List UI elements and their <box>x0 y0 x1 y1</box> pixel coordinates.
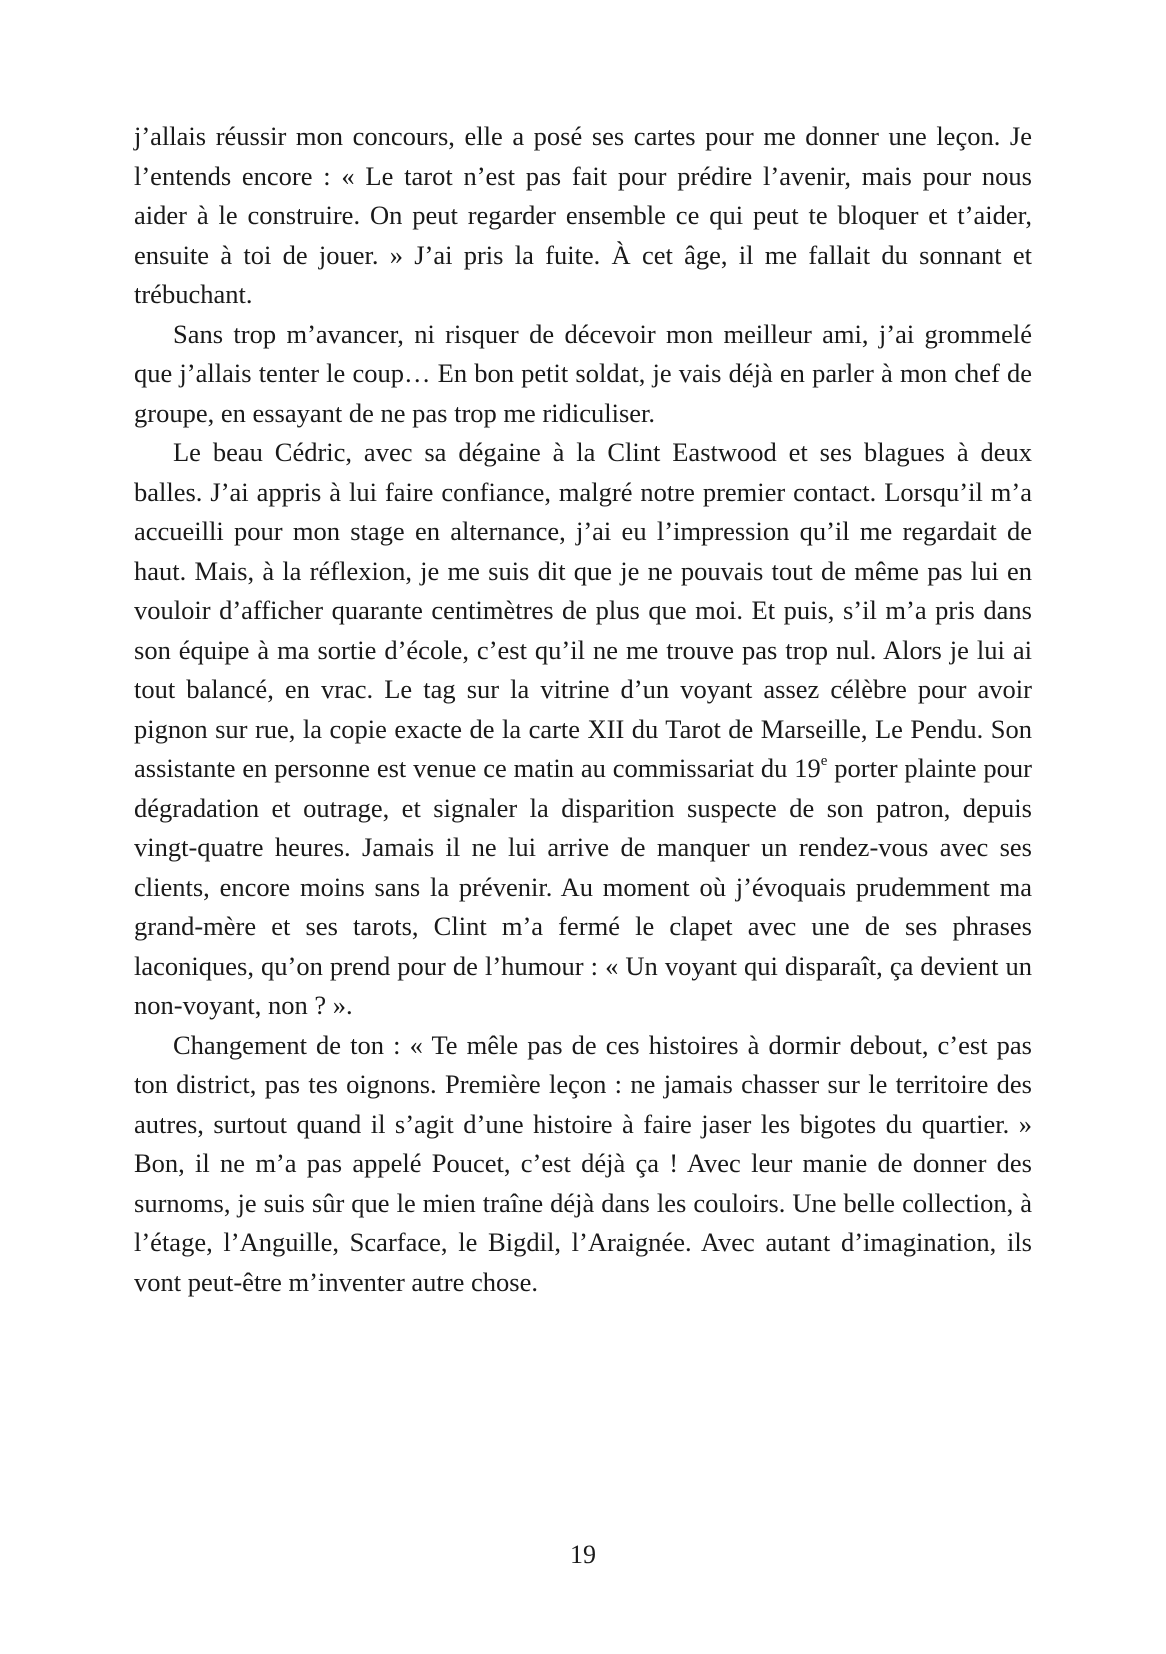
paragraph-1: j’allais réussir mon concours, elle a posé ses cartes pour me donner une leçon. Je l’entends encore : « Le tarot n’est pas fait pour prédire l’avenir, mais pour nous aider à le construire. On peut regarder ensemble ce qui peut te bloquer et t’aider, ensuite à toi de jouer. » J’ai pris la fuite. À cet âge, il me fallait du sonnant et trébuchant. <box>134 121 1032 309</box>
paragraph-3 <box>134 433 1032 1026</box>
page-number: 19 <box>570 1540 596 1569</box>
paragraph-4: Changement de ton : « Te mêle pas de ces histoires à dormir debout, c’est pas ton district, pas tes oignons. Première leçon : ne jamais chasser sur le territoire des autres, surtout quand il s’agit d’une histoire à faire jaser les bigotes du quartier. » Bon, il ne m’a pas appelé Poucet, c’est déjà ça ! Avec leur manie de donner des surnoms, je suis sûr que le mien traîne déjà dans les couloirs. Une belle collection, à l’étage, l’Anguille, Scarface, le Bigdil, l’Araignée. Avec autant d’imagination, ils vont peut-être m’inventer autre chose. <box>134 1029 1032 1297</box>
page-body <box>134 117 1032 1302</box>
paragraph-3-part-2: porter plainte pour dégradation et outrage, et signaler la disparition suspecte de son patron, depuis vingt-quatre heures. Jamais il ne lui arrive de manquer un rendez-vous avec ses clients, encore moins sans la prévenir. Au moment où j’évoquais prudemment ma grand-mère et ses tarots, Clint m’a fermé le clapet avec une de ses phrases laconiques, qu’on prend pour de l’humour : « Un voyant qui disparaît, ça devient un non-voyant, non ? ». <box>134 753 1032 1020</box>
ordinal-superscript: e <box>820 753 828 770</box>
paragraph-2: Sans trop m’avancer, ni risquer de décevoir mon meilleur ami, j’ai grommelé que j’allais tenter le coup… En bon petit soldat, je vais déjà en parler à mon chef de groupe, en essayant de ne pas trop me ridiculiser. <box>134 318 1032 428</box>
paragraph-3-part-1: Le beau Cédric, avec sa dégaine à la Clint Eastwood et ses blagues à deux balles. J’ai appris à lui faire confiance, malgré notre premier contact. Lorsqu’il m’a accueilli pour mon stage en alternance, j’ai eu l’impression qu’il me regardait de haut. Mais, à la réflexion, je me suis dit que je ne pouvais tout de même pas lui en vouloir d’afficher quarante centimètres de plus que moi. Et puis, s’il m’a pris dans son équipe à ma sortie d’école, c’est qu’il ne me trouve pas trop nul. Alors je lui ai tout balancé, en vrac. Le tag sur la vitrine d’un voyant assez célèbre pour avoir pignon sur rue, la copie exacte de la carte XII du Tarot de Marseille, Le Pendu. Son assistante en personne est venue ce matin au commissariat du 19 <box>134 437 1032 783</box>
